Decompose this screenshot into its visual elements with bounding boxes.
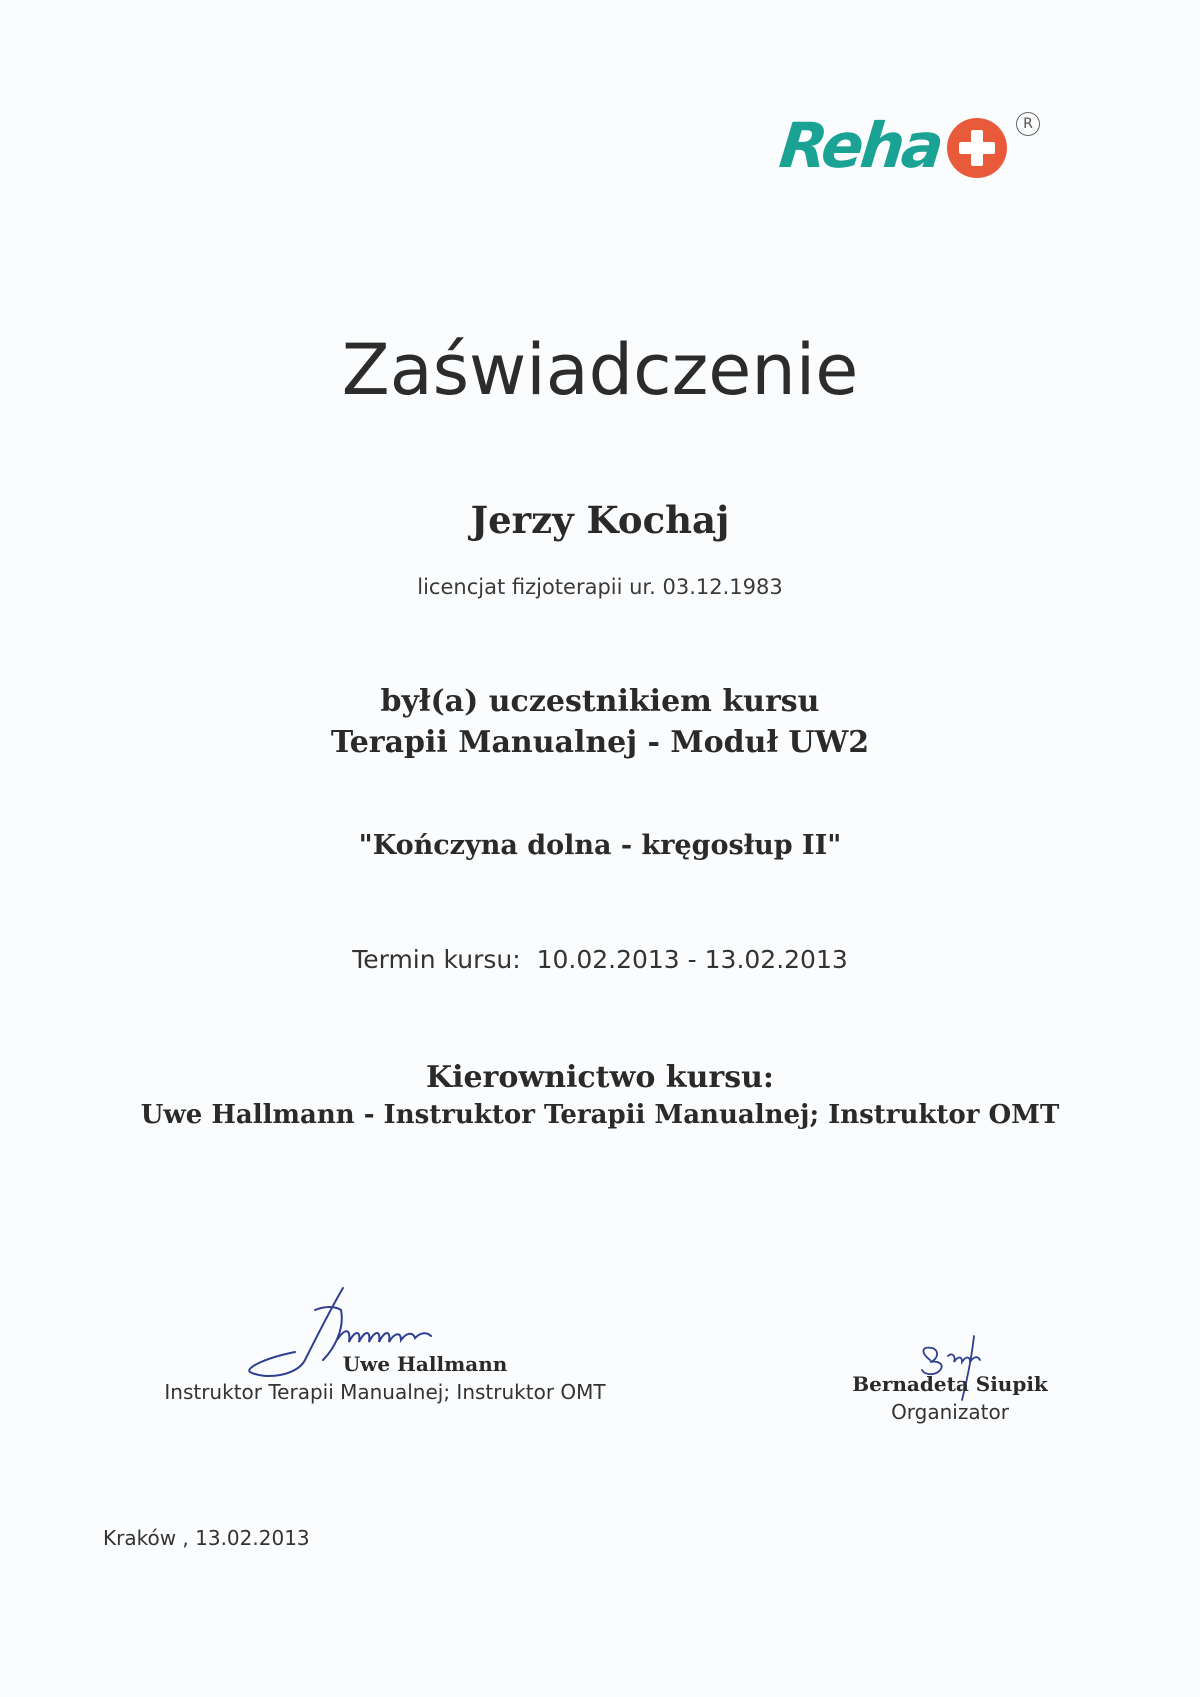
management-person: Uwe Hallmann - Instruktor Terapii Manualnej; Instruktor OMT bbox=[140, 1100, 1060, 1130]
recipient-details: licencjat fizjoterapii ur. 03.12.1983 bbox=[417, 575, 783, 599]
reha-logo bbox=[776, 108, 1050, 188]
certificate-title: Zaświadczenie bbox=[341, 329, 859, 411]
registered-mark: R bbox=[1016, 112, 1040, 136]
course-term bbox=[0, 942, 1200, 978]
term-label: Termin kursu: bbox=[352, 945, 521, 974]
plus-circle-icon bbox=[945, 116, 1009, 180]
course-topic: "Kończyna dolna - kręgosłup II" bbox=[358, 830, 842, 861]
course-name: Terapii Manualnej - Moduł UW2 bbox=[330, 725, 870, 760]
signatory-role-left: Instruktor Terapii Manualnej; Instruktor OMT bbox=[164, 1380, 606, 1404]
signatory-role-right: Organizator bbox=[891, 1400, 1009, 1424]
signature-block-left bbox=[150, 1350, 620, 1406]
management-heading: Kierownictwo kursu: bbox=[426, 1060, 774, 1095]
signature-block-right bbox=[835, 1370, 1065, 1426]
participation-line: był(a) uczestnikiem kursu bbox=[380, 684, 820, 719]
recipient-name: Jerzy Kochaj bbox=[470, 498, 730, 542]
term-dates: 10.02.2013 - 13.02.2013 bbox=[536, 945, 848, 974]
signatory-name-right: Bernadeta Siupik bbox=[852, 1372, 1048, 1396]
place-and-date: Kraków , 13.02.2013 bbox=[103, 1526, 310, 1550]
logo-text: Reha bbox=[776, 109, 945, 182]
signatory-name-left: Uwe Hallmann bbox=[342, 1352, 508, 1376]
